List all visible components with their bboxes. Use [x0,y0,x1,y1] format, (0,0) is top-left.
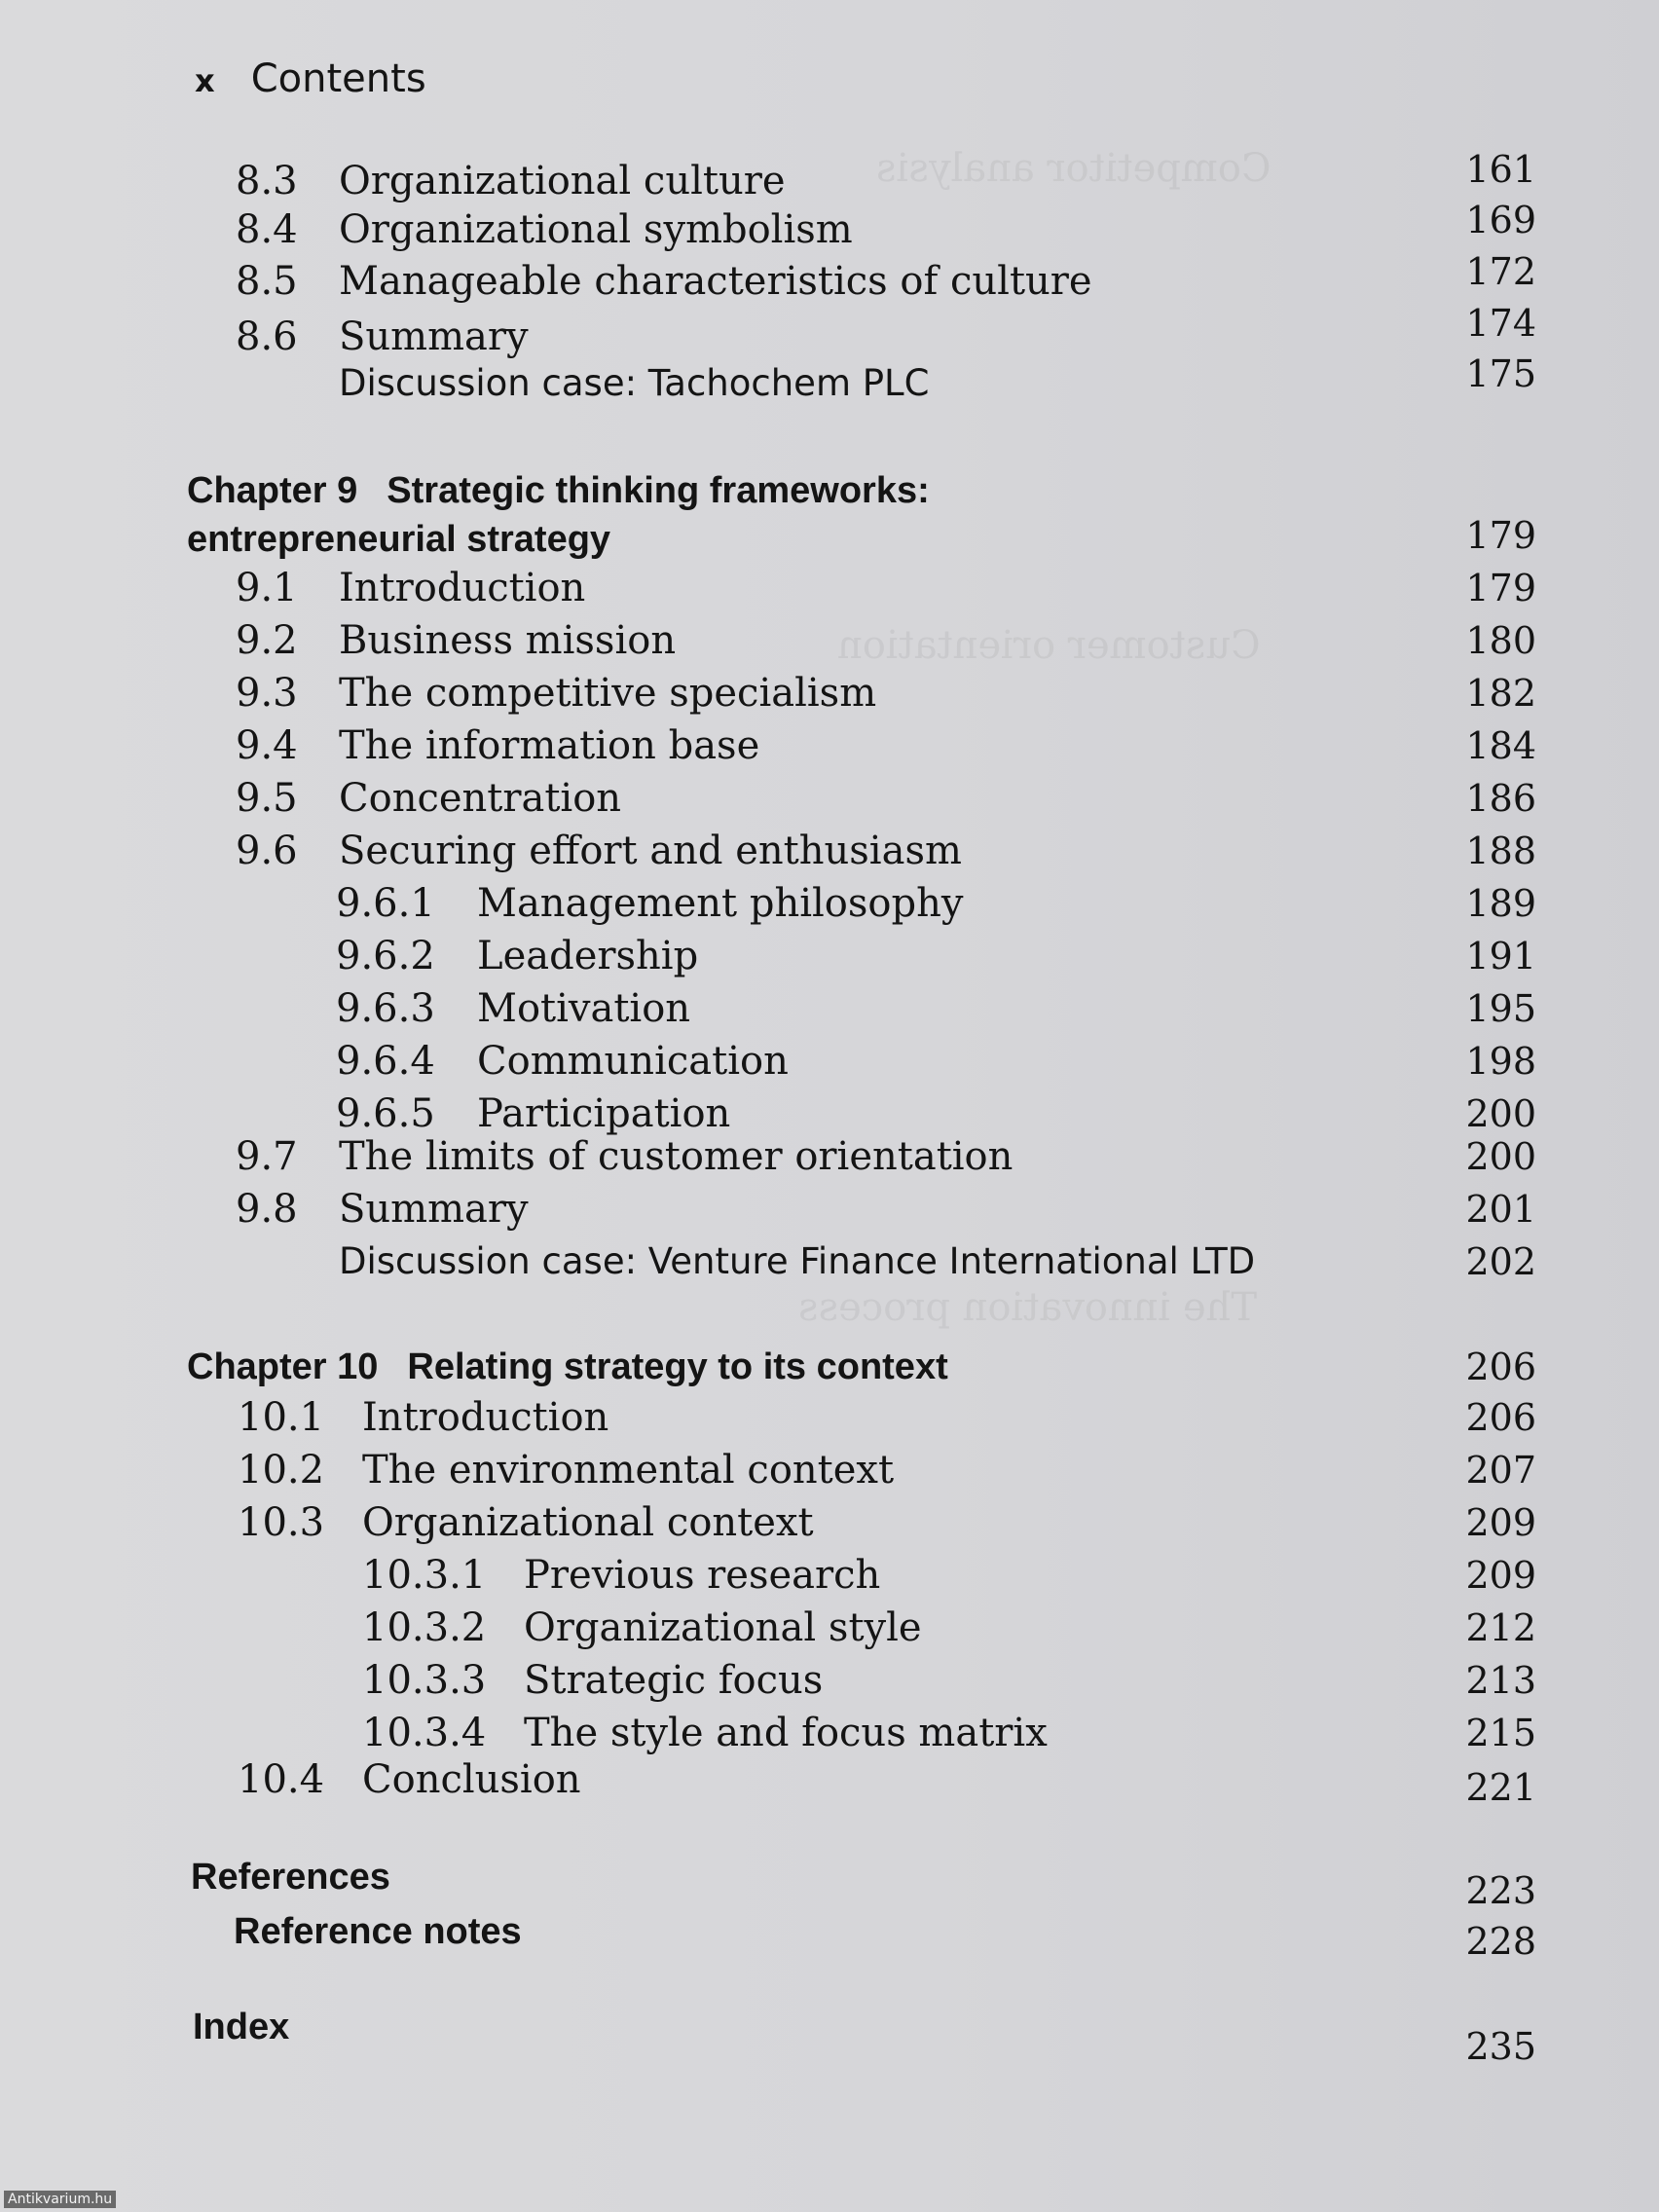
section-number: 8.4 [236,207,298,252]
toc-entry-9-2 [0,615,1659,666]
page-number: 201 [1465,1188,1536,1231]
page-number: 221 [1465,1766,1536,1809]
subsection-title: Motivation [477,986,691,1031]
section-title: The environmental context [362,1448,895,1493]
toc-entry-9-4 [0,720,1659,771]
toc-entry-references [0,1852,1659,1912]
page-number: 186 [1465,777,1536,820]
section-title: The competitive specialism [339,671,877,716]
subsection-number: 9.6.1 [336,881,435,926]
subsection-title: Strategic focus [524,1658,824,1703]
subsection-title: Leadership [477,934,699,978]
section-number: 10.1 [238,1395,325,1440]
toc-entry-9-6 [0,826,1659,876]
page-numeral: x [195,62,215,99]
back-matter-title: Index [193,2007,290,2047]
section-number: 9.8 [236,1187,298,1232]
page-number: 188 [1465,830,1536,872]
page-number: 206 [1465,1396,1536,1439]
section-title: Concentration [339,776,622,821]
page-number: 174 [1465,302,1536,345]
page-number: 184 [1465,724,1536,767]
page-number: 179 [1465,514,1536,557]
toc-entry-10-3 [0,1497,1659,1548]
toc-entry-index [0,2002,1659,2068]
subsection-title: Previous research [524,1553,881,1598]
subsection-number: 10.3.4 [362,1711,487,1755]
section-title: Organizational culture [339,159,786,203]
chapter-9-heading-line-2 [0,514,1659,565]
section-number: 10.3 [238,1500,325,1545]
toc-entry-reference-notes [0,1906,1659,1963]
page-number: 215 [1465,1712,1536,1754]
section-number: 9.7 [236,1134,298,1179]
section-title: Business mission [339,618,677,663]
section-number: 8.3 [236,159,298,203]
toc-entry-8-6 [0,302,1659,362]
page-number: 179 [1465,567,1536,609]
toc-entry-10-3-2 [0,1603,1659,1653]
running-header [195,56,426,101]
page-number: 172 [1465,250,1536,293]
chapter-10-heading [0,1342,1659,1392]
toc-entry-10-3-1 [0,1550,1659,1601]
section-title: The limits of customer orientation [339,1134,1014,1179]
page-number: 202 [1465,1240,1536,1283]
page-number: 206 [1465,1346,1536,1388]
section-title: Conclusion [362,1757,581,1802]
watermark: Antikvarium.hu [4,2191,116,2208]
subsection-number: 10.3.3 [362,1658,487,1703]
page-number: 228 [1465,1920,1536,1963]
chapter-title-line-2: entrepreneurial strategy [187,519,611,560]
subsection-title: The style and focus matrix [524,1711,1048,1755]
show-through-text: Competitor analysis [876,146,1272,191]
toc-entry-10-3-3 [0,1655,1659,1706]
toc-entry-9-6-1 [0,878,1659,929]
toc-entry-9-8 [0,1184,1659,1235]
toc-entry-9-5 [0,773,1659,824]
back-matter-title: Reference notes [234,1911,522,1952]
subsection-number: 10.3.1 [362,1553,487,1598]
subsection-title: Organizational style [524,1605,922,1650]
page-number: 175 [1465,352,1536,395]
toc-entry-8-4 [0,199,1659,255]
section-title: Introduction [362,1395,609,1440]
subsection-number: 9.6.3 [336,986,435,1031]
section-number: 9.1 [236,566,298,610]
chapter-label: Chapter 10 [187,1346,379,1387]
subsection-number: 10.3.2 [362,1605,487,1650]
page-number: 189 [1465,882,1536,925]
page-number: 195 [1465,987,1536,1030]
page-number: 200 [1465,1092,1536,1135]
chapter-title-text: Relating strategy to its context [407,1346,948,1387]
toc-entry-9-6-4 [0,1036,1659,1087]
page-number: 207 [1465,1449,1536,1492]
toc-entry-9-6-3 [0,983,1659,1034]
section-title: Organizational context [362,1500,814,1545]
page-number: 209 [1465,1554,1536,1597]
section-number: 10.2 [238,1448,325,1493]
case-title: Discussion case: Venture Finance International LTD [339,1240,1256,1282]
toc-entry-9-1 [0,563,1659,613]
page-number: 209 [1465,1501,1536,1544]
page-number: 212 [1465,1606,1536,1649]
section-number: 9.5 [236,776,298,821]
subsection-number: 9.6.2 [336,934,435,978]
toc-entry-9-3 [0,668,1659,719]
toc-entry-8-3 [0,148,1659,206]
section-number: 10.4 [238,1757,325,1802]
section-title: The information base [339,723,760,768]
page-number: 191 [1465,935,1536,977]
chapter-title [187,1342,948,1392]
page-number: 161 [1465,148,1536,191]
page-number: 182 [1465,672,1536,715]
toc-entry-9-7 [0,1131,1659,1182]
section-title: Summary [339,1187,529,1232]
toc-entry-8-5 [0,250,1659,307]
section-number: 9.2 [236,618,298,663]
show-through-text: The innovation process [798,1285,1258,1330]
section-title: Summary [339,314,529,359]
subsection-number: 9.6.4 [336,1039,435,1084]
subsection-number: 9.6.5 [336,1091,435,1136]
section-number: 8.5 [236,259,298,304]
section-number: 9.4 [236,723,298,768]
section-title: Organizational symbolism [339,207,853,252]
show-through-text: Customer orientation [837,623,1261,668]
toc-entry-case-venture-finance [0,1236,1659,1287]
toc-entry-10-4 [0,1754,1659,1809]
page-number: 180 [1465,619,1536,662]
case-title: Discussion case: Tachochem PLC [339,362,930,404]
section-title: Introduction [339,566,586,610]
page-number: 198 [1465,1040,1536,1083]
chapter-title-line-1: Strategic thinking frameworks: [387,470,930,511]
toc-entry-9-6-2 [0,931,1659,981]
page-number: 169 [1465,199,1536,241]
page-number: 223 [1465,1869,1536,1912]
page-number: 213 [1465,1659,1536,1702]
section-title: Manageable characteristics of culture [339,259,1092,304]
chapter-title [187,465,930,516]
section-number: 9.6 [236,829,298,873]
toc-entry-10-3-4 [0,1708,1659,1758]
section-number: 8.6 [236,314,298,359]
toc-entry-10-2 [0,1445,1659,1495]
section-title: Securing effort and enthusiasm [339,829,962,873]
chapter-9-heading [0,465,1659,516]
running-title: Contents [250,56,426,101]
toc-entry-10-1 [0,1392,1659,1443]
toc-entry-case-tachochem [0,352,1659,409]
subsection-title: Participation [477,1091,731,1136]
subsection-title: Management philosophy [477,881,964,926]
chapter-label: Chapter 9 [187,470,358,511]
page-number: 235 [1465,2025,1536,2068]
section-number: 9.3 [236,671,298,716]
page-number: 200 [1465,1135,1536,1178]
subsection-title: Communication [477,1039,789,1084]
back-matter-title: References [191,1857,390,1898]
